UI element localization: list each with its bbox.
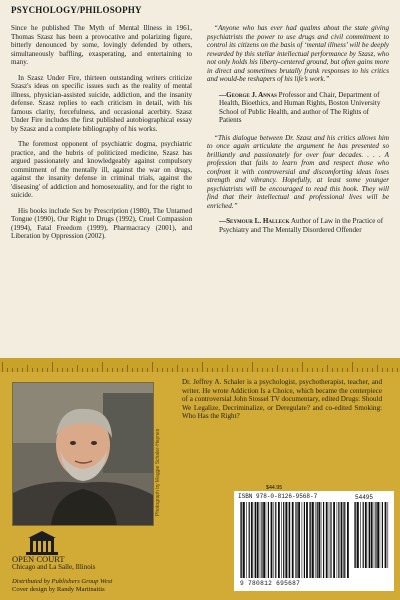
blurb-attribution-1 bbox=[219, 91, 389, 125]
barcode-bar bbox=[341, 502, 343, 578]
barcode-bar bbox=[254, 502, 255, 578]
barcode-bar bbox=[354, 502, 355, 568]
ruler-tick bbox=[277, 365, 278, 372]
ruler-tick bbox=[377, 365, 378, 372]
description-paragraph-2: In Szasz Under Fire, thirteen outstanding writers criticize Szasz's ideas on specific issues such as the reality of mental illness, physician-assisted suicide, addiction, and the insanity defense. Szasz replies to each criticism in detail, with his famous clarity, forcefulness, and occasional acerbity. Szasz Under Fire includes the first published autobiographical essay by Szasz and a complete bibliography of his works. bbox=[11, 73, 192, 133]
ruler-tick bbox=[252, 362, 253, 372]
barcode-bar bbox=[298, 502, 300, 578]
barcode-bar bbox=[275, 502, 276, 578]
barcode-bar bbox=[326, 502, 328, 578]
barcode-bar bbox=[295, 502, 296, 578]
ruler-tick bbox=[77, 365, 78, 372]
barcode-bar bbox=[274, 502, 275, 578]
blurb-author-2: —Seymour L. Halleck bbox=[219, 217, 290, 225]
barcode-bar bbox=[263, 502, 265, 578]
barcode-bar bbox=[317, 502, 318, 578]
ruler-tick bbox=[52, 362, 53, 372]
barcode-bar bbox=[312, 502, 314, 578]
barcode-bar bbox=[333, 502, 335, 578]
barcode-bar bbox=[315, 502, 316, 578]
ruler-tick bbox=[327, 365, 328, 372]
price-label: $44.95 bbox=[266, 485, 283, 491]
barcode-bar bbox=[321, 502, 322, 578]
barcode-bar bbox=[368, 502, 369, 568]
publisher-location: Chicago and La Salle, Illinois bbox=[12, 563, 96, 571]
cover-design-credit: Cover design by Randy Martinaitis bbox=[12, 586, 105, 593]
blurbs-column bbox=[207, 24, 389, 243]
barcode-bar bbox=[377, 502, 379, 568]
barcode-bar bbox=[388, 502, 389, 568]
isbn-label: ISBN 978-0-8126-9568-7 bbox=[238, 493, 318, 500]
blurb-attribution-2 bbox=[219, 217, 389, 234]
blurb-author-2-credentials: Author of Law in the Practice of Psychiatry and The Mentally Disordered Offender bbox=[219, 217, 384, 234]
barcode-bar bbox=[309, 502, 310, 578]
author-photo bbox=[12, 382, 154, 526]
barcode-bar bbox=[357, 502, 359, 568]
ruler-tick bbox=[127, 365, 128, 372]
barcode-bar bbox=[369, 502, 370, 568]
author-bio: Dr. Jeffrey A. Schaler is a psychologist, psychotherapist, teacher, and writer. He wrote Addiction Is a Choice, which became the centerpiece of a controversial John Stossel TV documentary, edited Drugs: Should We Legalize, Decriminalize, or Deregulate? and co-edited Smoking: Who Has the Right? bbox=[182, 378, 382, 421]
author-portrait-image bbox=[13, 383, 153, 525]
open-court-logo-icon bbox=[12, 531, 72, 555]
barcode-bar bbox=[338, 502, 339, 578]
barcode-bar bbox=[355, 502, 356, 568]
barcode-bar bbox=[375, 502, 376, 568]
barcode-bar bbox=[329, 502, 330, 578]
barcode-bar bbox=[266, 502, 267, 578]
lower-panel bbox=[0, 372, 400, 600]
barcode-bar bbox=[374, 502, 375, 568]
barcode-bar bbox=[371, 502, 373, 568]
blurb-author-1: —George J. Annas bbox=[219, 90, 277, 99]
barcode-bar bbox=[271, 502, 273, 578]
barcode-bar bbox=[344, 502, 345, 578]
barcode-bar bbox=[343, 502, 344, 578]
barcode-bar bbox=[306, 502, 308, 578]
barcode-bar bbox=[268, 502, 269, 578]
barcode-bar bbox=[365, 502, 367, 568]
barcode-bar bbox=[288, 502, 289, 578]
barcode-bar bbox=[360, 502, 361, 568]
barcode-bar bbox=[347, 502, 349, 578]
addon-barcode-icon bbox=[354, 502, 390, 568]
barcode-bar bbox=[385, 502, 387, 568]
photo-credit-text: Photograph by Maggie Schaler-Haynes bbox=[155, 428, 161, 516]
barcode-digits: 9 780812 695687 bbox=[240, 580, 301, 587]
barcode-bar bbox=[260, 502, 261, 578]
barcode-panel bbox=[234, 491, 394, 591]
barcode-bar bbox=[243, 502, 245, 578]
ruler-tick bbox=[27, 365, 28, 372]
barcode-bar bbox=[278, 502, 280, 578]
barcode-bar bbox=[363, 502, 364, 568]
barcode-bar bbox=[302, 502, 303, 578]
ruler-tick bbox=[227, 365, 228, 372]
barcode-bar bbox=[310, 502, 311, 578]
barcode-bar bbox=[330, 502, 331, 578]
ruler-tick bbox=[352, 362, 353, 372]
barcode-bar bbox=[292, 502, 294, 578]
barcode-bar bbox=[240, 502, 241, 578]
isbn-barcode-icon bbox=[240, 502, 350, 578]
barcode-bar bbox=[246, 502, 247, 578]
barcode-bar bbox=[281, 502, 282, 578]
description-paragraph-1: Since he published The Myth of Mental Illness in 1961, Thomas Szasz has been a provocative and polarizing figure, bitterly denounced by some, lovingly defended by others, simultaneously baffling, exasperating, and entertaining to many. bbox=[11, 24, 192, 66]
blurb-author-1-credentials: Professor and Chair, Department of Health, Bioethics, and Human Rights, Boston University School of Public Health, and author of The Rights of Patients bbox=[219, 90, 381, 124]
barcode-bar bbox=[241, 502, 242, 578]
blurb-quote-2: “This dialogue between Dr. Szasz and his critics allows him to once again articulate the argument he has presented so brilliantly and passionately for over four decades. . . . A profession that fails to learn from and respect those who confront it with controversial and discomforting ideas loses strength and vibrancy. Hopefully, at least some younger psychiatrists will be encouraged to read this book. They will find that their intellectual and professional lives will be enriched.” bbox=[207, 133, 389, 210]
description-paragraph-4: His books include Sex by Prescription (1980), The Untamed Tongue (1990), Our Right to Drugs (1992), Cruel Compassion (1994), Fatal Freedom (1999), Pharmacracy (2001), and Liberation by Oppression (2002). bbox=[11, 206, 192, 240]
ruler-tick bbox=[2, 362, 3, 372]
barcode-bar bbox=[304, 502, 305, 578]
barcode-bar bbox=[261, 502, 262, 578]
barcode-bar bbox=[251, 502, 253, 578]
ruler-band bbox=[0, 358, 400, 372]
barcode-bar bbox=[249, 502, 250, 578]
barcode-bar bbox=[380, 502, 381, 568]
distribution-credit: Distributed by Publishers Group West bbox=[12, 578, 113, 585]
description-column bbox=[11, 24, 192, 248]
barcode-bar bbox=[257, 502, 259, 578]
barcode-bar bbox=[382, 502, 383, 568]
ruler-tick bbox=[302, 362, 303, 372]
ruler-tick bbox=[177, 365, 178, 372]
category-label: PSYCHOLOGY/PHILOSOPHY bbox=[11, 5, 142, 15]
publisher-name: OPEN COURT bbox=[12, 554, 65, 564]
description-paragraph-3: The foremost opponent of psychiatric dogma, psychiatric practice, and the hubris of politicized medicine, Szasz has argued passionately and knowledgeably against compulsory commitment of the mentally ill, against the war on drugs, against the insanity defense in criminal trials, against the 'diseasing' of addiction and homosexuality, and for the right to suicide. bbox=[11, 140, 192, 199]
ruler-tick bbox=[102, 362, 103, 372]
barcode-bar bbox=[283, 502, 284, 578]
barcode-bar bbox=[337, 502, 338, 578]
barcode-bar bbox=[296, 502, 297, 578]
ruler-tick bbox=[202, 362, 203, 372]
barcode-addon-number: 54495 bbox=[355, 494, 374, 501]
barcode-bar bbox=[323, 502, 324, 578]
blurb-quote-1: “Anyone who has ever had qualms about the state giving psychiatrists the power to use drugs and civil commitment to control its citizens on the basis of ‘mental illness’ will be deeply rewarded by this stellar intellectual performance by Szasz, who not only holds his liberty-centered ground, but often gains more in direct and sometimes brutally frank responses to his critics and would-be reshapers of his life’s work.” bbox=[207, 24, 389, 83]
barcode-bar bbox=[285, 502, 287, 578]
barcode-bar bbox=[255, 502, 256, 578]
ruler-tick bbox=[152, 362, 153, 372]
barcode-bar bbox=[318, 502, 320, 578]
barcode-bar bbox=[289, 502, 290, 578]
photo-credit bbox=[155, 386, 164, 516]
